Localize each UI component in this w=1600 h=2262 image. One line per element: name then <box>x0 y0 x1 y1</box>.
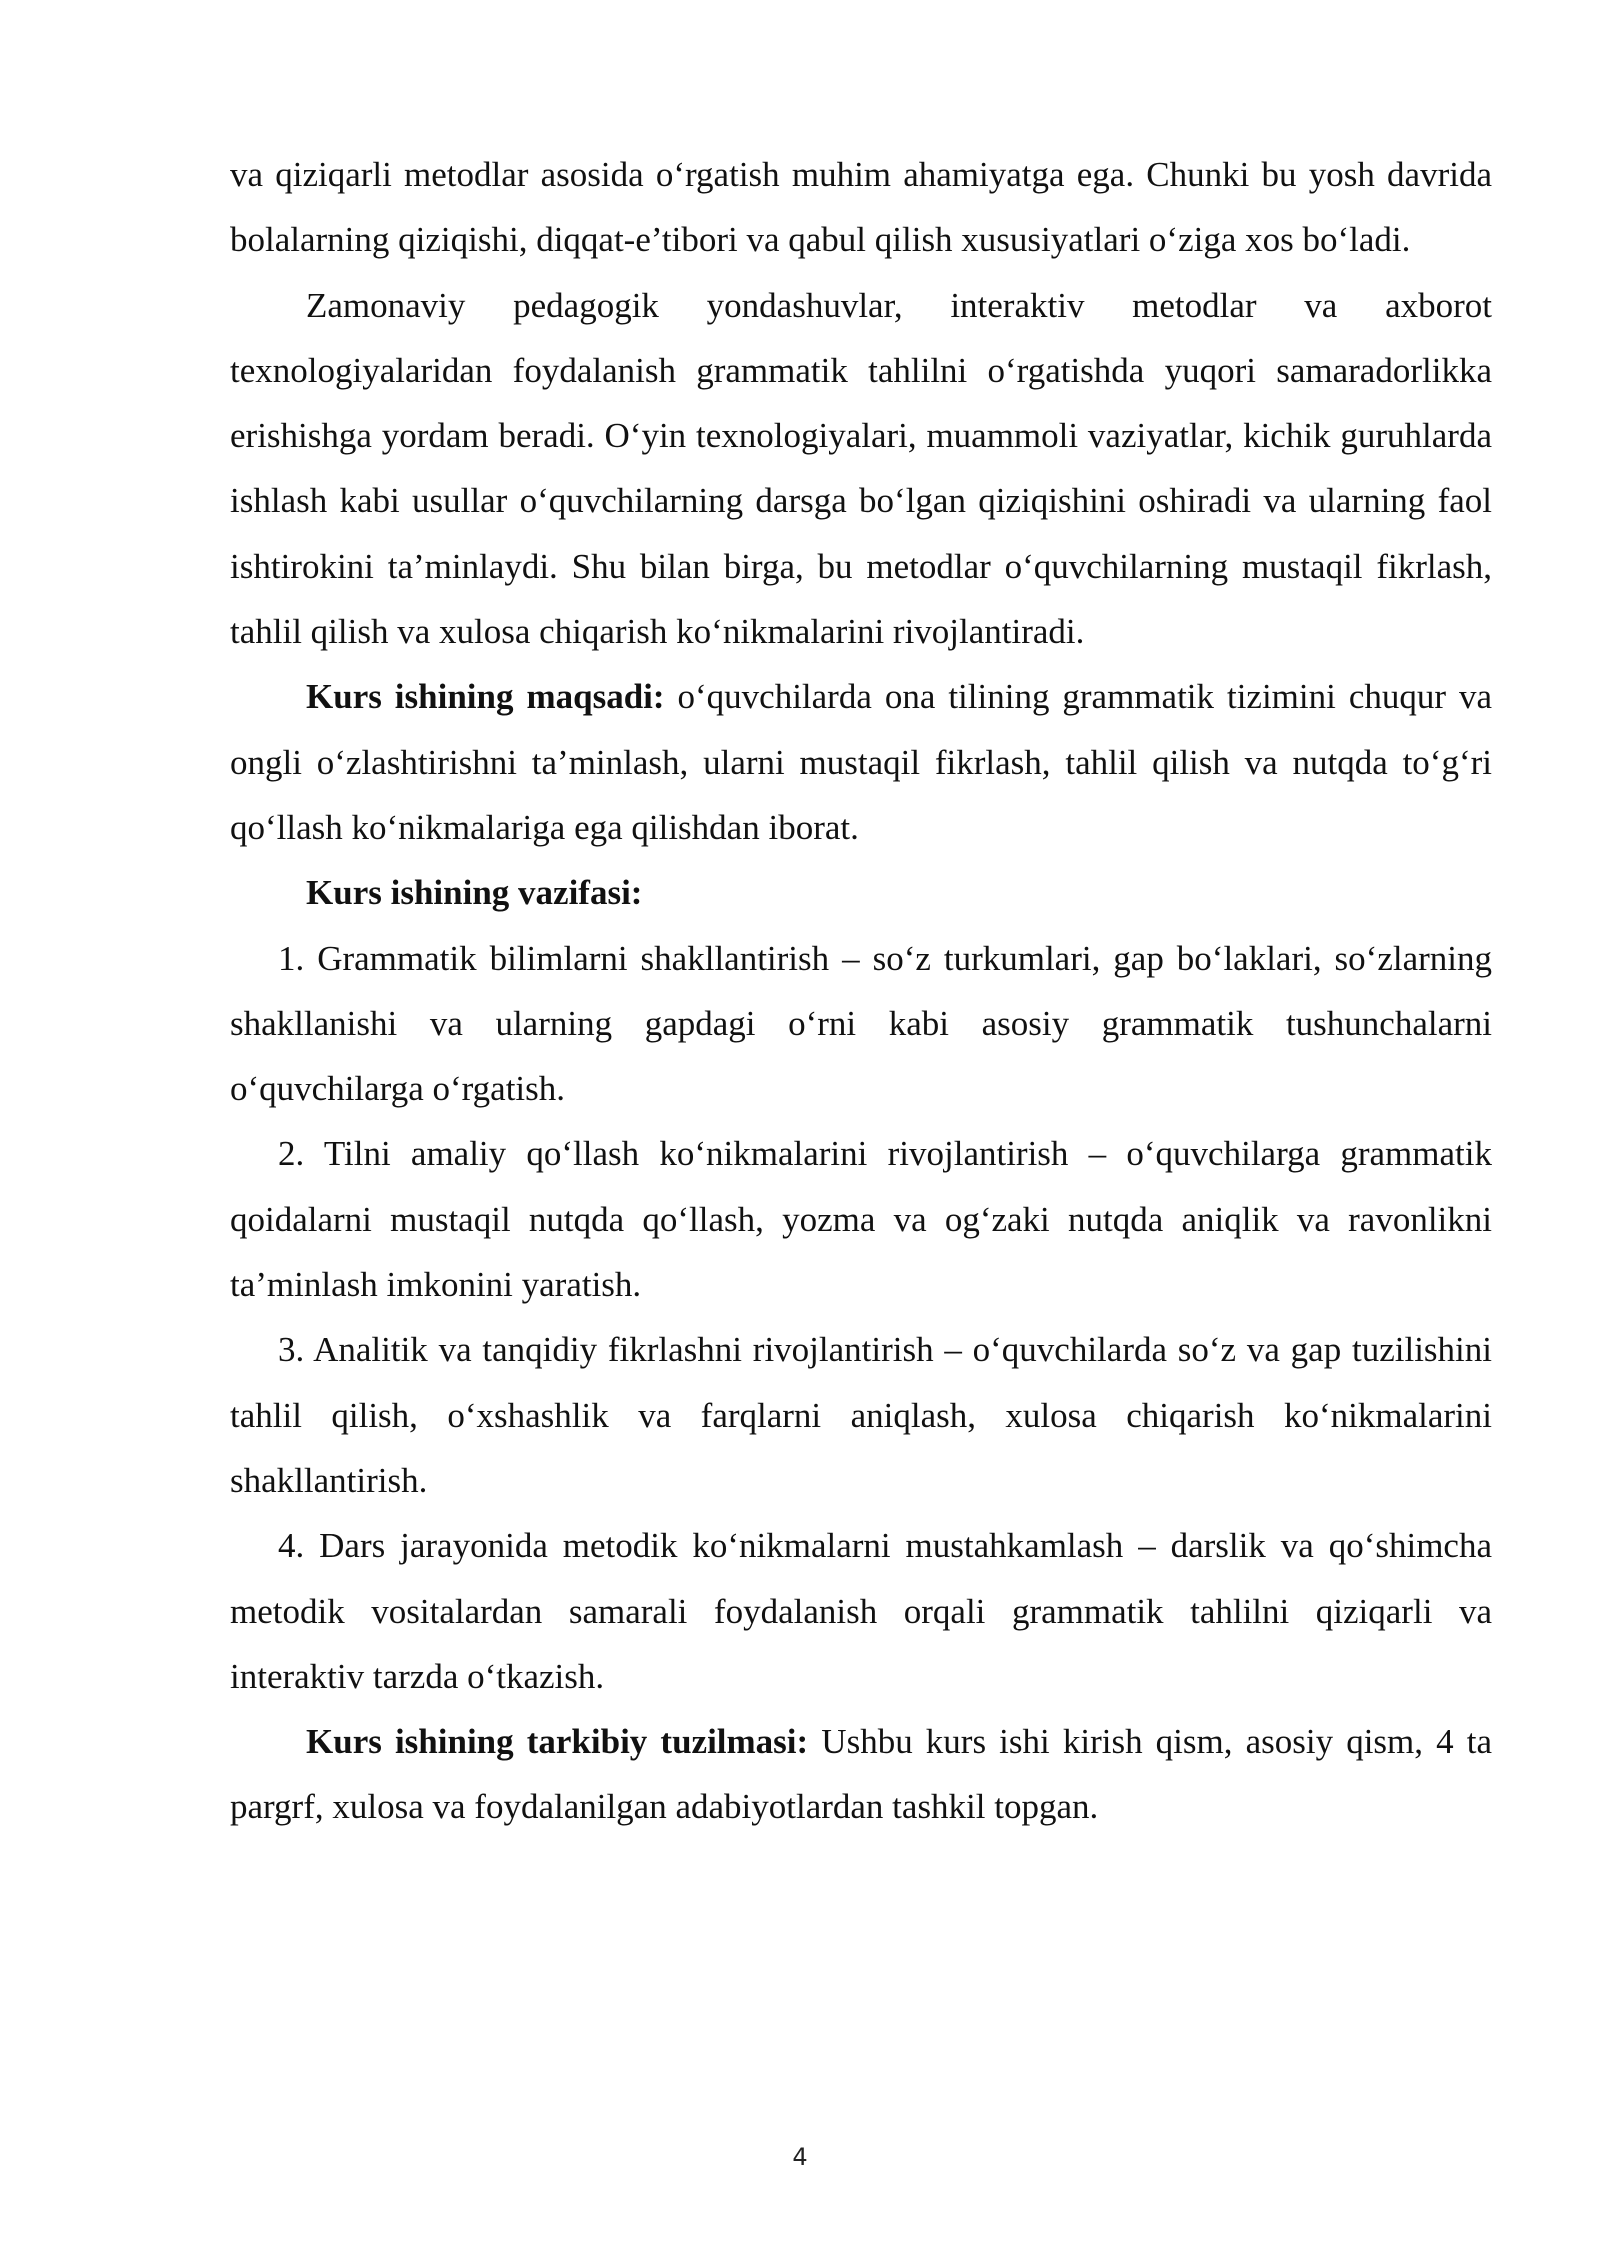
paragraph-goal <box>230 664 1492 860</box>
paragraph-intro-continuation: va qiziqarli metodlar asosida o‘rgatish muhim ahamiyatga ega. Chunki bu yosh davrida bolalarning qiziqishi, diqqat-e’tibori va qabul qilish xususiyatlari o‘ziga xos bo‘ladi. <box>230 155 1492 260</box>
page-number: 4 <box>792 2143 808 2171</box>
document-body <box>230 142 1492 1840</box>
task-item-4: 4. Dars jarayonida metodik ko‘nikmalarni mustahkamlash – darslik va qo‘shimcha metodik vositalardan samarali foydalanish orqali grammatik tahlilni qiziqarli va interaktiv tarzda o‘tkazish. <box>230 1526 1492 1696</box>
structure-heading: Kurs ishining tarkibiy tuzilmasi: <box>306 1722 809 1762</box>
paragraph-modern-approaches: Zamonaviy pedagogik yondashuvlar, interaktiv metodlar va axborot texnologiyalaridan foydalanish grammatik tahlilni o‘rgatishda yuqori samaradorlikka erishishga yordam beradi. O‘yin texnologiyalari, muammoli vaziyatlar, kichik guruhlarda ishlash kabi usullar o‘quvchilarning darsga bo‘lgan qiziqishini oshiradi va ularning faol ishtirokini ta’minlaydi. Shu bilan birga, bu metodlar o‘quvchilarning mustaqil fikrlash, tahlil qilish va xulosa chiqarish ko‘nikmalarini rivojlantiradi. <box>230 285 1492 652</box>
goal-heading: Kurs ishining maqsadi: <box>306 677 665 717</box>
tasks-heading: Kurs ishining vazifasi: <box>306 873 643 913</box>
structure-text: Ushbu kurs ishi kirish qism, asosiy qism, 4 ta pargrf, xulosa va foydalanilgan adabiyotlardan tashkil topgan. <box>230 1722 1492 1827</box>
task-item-1: 1. Grammatik bilimlarni shakllantirish – so‘z turkumlari, gap bo‘laklari, so‘zlarning shakllanishi va ularning gapdagi o‘rni kabi asosiy grammatik tushunchalarni o‘quvchilarga o‘rgatish. <box>230 938 1492 1109</box>
tasks-heading-paragraph <box>230 860 1492 925</box>
task-item-3: 3. Analitik va tanqidiy fikrlashni rivojlantirish – o‘quvchilarda so‘z va gap tuzilishini tahlil qilish, o‘xshashlik va farqlarni aniqlash, xulosa chiqarish ko‘nikmalarini shakllantirish. <box>230 1330 1492 1500</box>
task-item-2: 2. Tilni amaliy qo‘llash ko‘nikmalarini rivojlantirish – o‘quvchilarga grammatik qoidalarni mustaqil nutqda qo‘llash, yozma va og‘zaki nutqda aniqlik va ravonlikni ta’minlash imkonini yaratish. <box>230 1134 1492 1305</box>
goal-text: o‘quvchilarda ona tilining grammatik tizimini chuqur va ongli o‘zlashtirishni ta’minlash, ularni mustaqil fikrlash, tahlil qilish va nutqda to‘g‘ri qo‘llash ko‘nikmalariga ega qilishdan iborat. <box>230 677 1492 847</box>
paragraph-structure <box>230 1709 1492 1840</box>
